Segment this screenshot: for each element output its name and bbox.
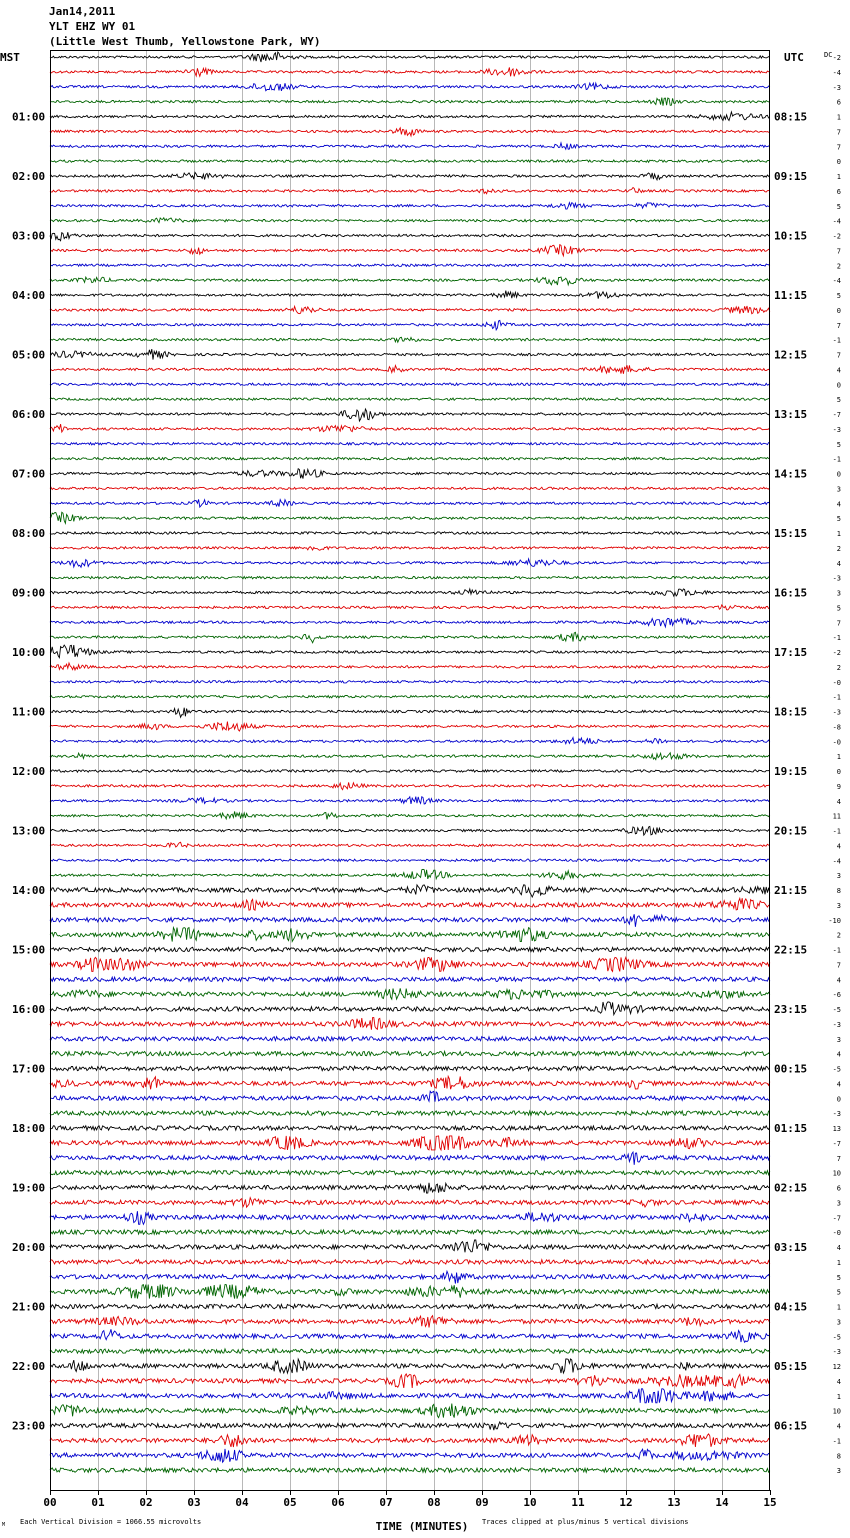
trace-line	[50, 512, 770, 523]
dc-offset-label: 1	[836, 173, 841, 181]
dc-offset-label: 4	[836, 1377, 841, 1386]
dc-offset-label: -1	[832, 455, 841, 464]
utc-hour-label: 18:15	[774, 705, 808, 719]
dc-offset-label: 1	[836, 1258, 841, 1267]
dc-offset-label: -1	[832, 336, 841, 345]
dc-offset-label: -2	[832, 54, 841, 62]
dc-offset-label: 3	[836, 589, 841, 598]
dc-offset-label: 4	[836, 1244, 841, 1252]
trace-line	[50, 264, 770, 266]
trace-line	[50, 52, 770, 62]
dc-title: DC	[824, 51, 833, 59]
trace-line	[50, 632, 770, 643]
seismic-traces	[50, 52, 770, 1472]
dc-offset-label: 3	[836, 1318, 841, 1327]
trace-line	[50, 1051, 770, 1055]
trace-line	[50, 859, 770, 861]
dc-offset-label: -1	[832, 693, 841, 702]
x-tick-label: 08	[427, 1496, 441, 1509]
x-tick-label: 01	[91, 1496, 105, 1509]
utc-hour-label: 16:15	[774, 586, 808, 600]
trace-line	[50, 320, 770, 329]
trace-line	[50, 98, 770, 106]
mst-hour-label: 02:00	[12, 170, 46, 183]
trace-line	[50, 885, 770, 897]
mst-hour-label: 10:00	[12, 646, 46, 659]
trace-line	[50, 738, 770, 744]
dc-offset-label: -8	[832, 723, 841, 732]
trace-line	[50, 218, 770, 223]
dc-offset-label: -4	[832, 857, 841, 866]
x-tick-label: 05	[283, 1496, 297, 1509]
utc-hour-label: 15:15	[774, 527, 808, 540]
dc-offset-label: -3	[832, 574, 841, 583]
station-location: (Little West Thumb, Yellowstone Park, WY)	[49, 35, 321, 48]
clip-note: Traces clipped at plus/minus 5 vertical divisions	[482, 1518, 689, 1526]
dc-offset-label: 1	[836, 1392, 841, 1401]
trace-line	[50, 826, 770, 835]
dc-offset-label: -3	[832, 425, 841, 434]
trace-line	[50, 914, 770, 927]
dc-offset-label: 2	[836, 544, 841, 553]
dc-offset-label: 1	[836, 1303, 841, 1312]
dc-offset-label: 7	[836, 247, 841, 256]
trace-line	[50, 957, 770, 971]
trace-line	[50, 1152, 770, 1165]
mst-hour-label: 18:00	[12, 1122, 46, 1135]
trace-line	[50, 722, 770, 732]
scale-note: Each Vertical Division = 1066.55 microvolts	[20, 1518, 202, 1526]
dc-offset-label: 9	[836, 782, 841, 791]
trace-line	[50, 708, 770, 718]
trace-line	[50, 1136, 770, 1150]
trace-line	[50, 928, 770, 942]
mst-hour-label: 23:00	[12, 1419, 46, 1433]
dc-offset-label: -1	[832, 1437, 841, 1446]
dc-offset-label: 3	[836, 485, 841, 494]
dc-offset-label: -3	[832, 708, 841, 717]
dc-offset-label: 7	[836, 321, 841, 330]
trace-line	[50, 277, 770, 285]
dc-offset-label: -1	[832, 634, 841, 643]
trace-line	[50, 589, 770, 596]
dc-offset-label: 7	[836, 619, 841, 628]
utc-hour-label: 09:15	[774, 170, 808, 183]
trace-line	[50, 1422, 770, 1430]
dc-offset-label: -2	[832, 232, 841, 241]
dc-offset-label: -5	[832, 1065, 841, 1074]
trace-line	[50, 618, 770, 627]
trace-line	[50, 532, 770, 534]
trace-line	[50, 365, 770, 374]
dc-offset-label: 13	[832, 1125, 841, 1133]
utc-hour-label: 11:15	[774, 289, 808, 302]
mst-hour-label: 03:00	[12, 229, 46, 243]
mst-hour-label: 19:00	[12, 1181, 46, 1195]
dc-offset-label: 1	[836, 753, 841, 762]
trace-line	[50, 1316, 770, 1328]
dc-offset-label: 11	[832, 812, 841, 821]
dc-offset-label: -0	[832, 1229, 841, 1238]
trace-line	[50, 1076, 770, 1089]
trace-line	[50, 398, 770, 400]
trace-line	[50, 1198, 770, 1208]
utc-hour-label: 21:15	[774, 884, 808, 897]
trace-line	[50, 143, 770, 149]
trace-line	[50, 1304, 770, 1308]
station-code: YLT EHZ WY 01	[49, 20, 136, 33]
trace-line	[50, 499, 770, 507]
dc-offset-label: 7	[836, 961, 841, 970]
trace-line	[50, 291, 770, 299]
dc-offset-label: 4	[836, 1422, 841, 1431]
mst-hour-label: 17:00	[12, 1062, 46, 1076]
utc-hour-label: 08:15	[774, 110, 808, 124]
x-tick-label: 03	[187, 1496, 201, 1509]
trace-line	[50, 172, 770, 180]
trace-line	[50, 1374, 770, 1388]
mst-hour-label: 11:00	[12, 705, 46, 719]
mst-hour-label: 20:00	[12, 1241, 46, 1254]
trace-line	[50, 349, 770, 360]
trace-line	[50, 559, 770, 567]
trace-line	[50, 605, 770, 610]
trace-line	[50, 487, 770, 489]
trace-line	[50, 128, 770, 136]
dc-offset-label: -2	[832, 649, 841, 657]
trace-line	[50, 112, 770, 121]
dc-offset-label: 1	[836, 113, 841, 122]
dc-offset-label: 4	[836, 366, 841, 375]
utc-hour-label: 17:15	[774, 646, 808, 659]
trace-line	[50, 245, 770, 256]
dc-offset-label: 8	[836, 887, 841, 895]
dc-offset-label: 6	[836, 98, 841, 107]
trace-line	[50, 898, 770, 910]
x-tick-label: 00	[43, 1496, 57, 1509]
dc-offset-label: -0	[832, 678, 841, 687]
trace-line	[50, 67, 770, 76]
dc-offset-label: 6	[836, 1184, 841, 1193]
dc-offset-label: 0	[836, 306, 841, 315]
dc-offset-label: 4	[836, 797, 841, 806]
dc-offset-label: 12	[832, 1363, 841, 1371]
trace-line	[50, 782, 770, 789]
x-tick-label: 09	[475, 1496, 489, 1509]
dc-offset-label: 2	[836, 262, 841, 271]
dc-offset-label: 5	[836, 515, 841, 524]
x-tick-label: 10	[523, 1496, 537, 1509]
dc-offset-label: -4	[832, 277, 841, 286]
dc-offset-label: -5	[832, 1006, 841, 1014]
dc-offset-label: -7	[832, 1214, 841, 1223]
utc-hour-label: 04:15	[774, 1300, 808, 1314]
x-tick-label: 11	[571, 1496, 585, 1509]
trace-line	[50, 663, 770, 670]
trace-line	[50, 1449, 770, 1462]
utc-hour-label: 06:15	[774, 1419, 808, 1433]
utc-hour-label: 19:15	[774, 765, 808, 778]
x-tick-label: 12	[619, 1496, 633, 1509]
dc-offset-label: 4	[836, 842, 841, 851]
mst-hour-label: 14:00	[12, 884, 46, 897]
dc-offset-label: -4	[832, 217, 841, 226]
dc-offset-label: 4	[836, 559, 841, 568]
x-tick-label: 15	[763, 1496, 777, 1509]
trace-line	[50, 869, 770, 879]
x-tick-label: 07	[379, 1496, 393, 1509]
trace-line	[50, 1002, 770, 1015]
trace-line	[50, 1285, 770, 1299]
corner-mark: M	[2, 1522, 6, 1528]
dc-offset-label: -3	[832, 83, 841, 92]
dc-offset-label: 4	[836, 500, 841, 509]
trace-line	[50, 160, 770, 162]
trace-line	[50, 306, 770, 314]
trace-line	[50, 1240, 770, 1252]
trace-line	[50, 1018, 770, 1030]
trace-line	[50, 424, 770, 432]
x-axis-title: TIME (MINUTES)	[375, 1520, 469, 1533]
utc-hour-label: 00:15	[774, 1062, 808, 1076]
trace-line	[50, 1468, 770, 1472]
dc-offset-label: -5	[832, 1333, 841, 1342]
mst-hour-label: 06:00	[12, 408, 46, 421]
dc-offset-label: 7	[836, 351, 841, 360]
trace-line	[50, 443, 770, 445]
trace-line	[50, 1230, 770, 1234]
dc-offset-label: -7	[832, 411, 841, 419]
x-tick-label: 04	[235, 1496, 249, 1509]
trace-line	[50, 1359, 770, 1373]
dc-offset-label: 8	[836, 1452, 841, 1461]
utc-hour-label: 22:15	[774, 943, 808, 957]
dc-offset-label: 1	[836, 530, 841, 538]
trace-line	[50, 695, 770, 697]
trace-line	[50, 83, 770, 91]
dc-offset-label: 0	[836, 1095, 841, 1104]
trace-line	[50, 1111, 770, 1115]
x-tick-label: 14	[715, 1496, 729, 1509]
trace-line	[50, 1183, 770, 1193]
trace-line	[50, 770, 770, 772]
utc-hour-label: 14:15	[774, 467, 808, 481]
trace-line	[50, 977, 770, 981]
dc-offset-label: 6	[836, 187, 841, 196]
trace-line	[50, 797, 770, 804]
trace-line	[50, 1091, 770, 1101]
trace-line	[50, 1066, 770, 1070]
dc-offset-label: -3	[832, 1110, 841, 1119]
utc-hour-label: 05:15	[774, 1360, 808, 1373]
dc-offset-label: 10	[832, 1169, 841, 1178]
utc-hour-label: 13:15	[774, 408, 808, 421]
dc-offset-label: 7	[836, 128, 841, 137]
mst-hour-label: 15:00	[12, 943, 46, 957]
trace-line	[50, 1126, 770, 1130]
trace-line	[50, 409, 770, 421]
helicorder-date: Jan14,2011	[49, 5, 116, 18]
mst-hour-label: 04:00	[12, 289, 46, 302]
trace-line	[50, 469, 770, 479]
dc-offset-label: 0	[836, 381, 841, 390]
dc-offset-label: 2	[836, 663, 841, 672]
dc-offset-label: 5	[836, 604, 841, 613]
dc-offset-label: 4	[836, 1050, 841, 1059]
trace-line	[50, 232, 770, 241]
dc-offset-label: -0	[832, 738, 841, 747]
utc-hour-label: 12:15	[774, 348, 808, 362]
trace-line	[50, 681, 770, 683]
dc-offset-label: -7	[832, 1139, 841, 1148]
dc-offset-label: -4	[832, 68, 841, 77]
trace-line	[50, 753, 770, 760]
dc-offset-label: 0	[836, 470, 841, 479]
dc-offset-label: 4	[836, 1080, 841, 1089]
trace-line	[50, 811, 770, 819]
utc-hour-label: 01:15	[774, 1122, 808, 1135]
dc-offset-label: -3	[832, 1348, 841, 1357]
trace-line	[50, 988, 770, 999]
trace-line	[50, 1329, 770, 1342]
dc-offset-label: -10	[828, 916, 841, 925]
left-axis-title: MST	[0, 51, 20, 64]
dc-offset-label: 3	[836, 1467, 841, 1476]
mst-hour-label: 22:00	[12, 1360, 46, 1373]
dc-offset-label: 3	[836, 872, 841, 881]
trace-line	[50, 1404, 770, 1418]
dc-offset-label: 4	[836, 976, 841, 985]
dc-offset-label: 5	[836, 202, 841, 211]
mst-hour-label: 12:00	[12, 765, 46, 778]
mst-hour-label: 09:00	[12, 586, 46, 600]
trace-line	[50, 1271, 770, 1283]
trace-line	[50, 457, 770, 459]
mst-hour-label: 01:00	[12, 110, 46, 124]
mst-hour-label: 16:00	[12, 1003, 46, 1016]
dc-offset-label: 5	[836, 1288, 841, 1297]
trace-line	[50, 203, 770, 210]
dc-offset-label: 3	[836, 1035, 841, 1044]
trace-line	[50, 383, 770, 385]
trace-line	[50, 645, 770, 658]
dc-offset-label: -1	[832, 827, 841, 836]
trace-line	[50, 842, 770, 847]
dc-offset-label: 7	[836, 1154, 841, 1163]
trace-line	[50, 547, 770, 551]
dc-offset-label: 5	[836, 292, 841, 300]
trace-line	[50, 1260, 770, 1264]
x-tick-label: 13	[667, 1496, 681, 1509]
dc-offset-label: 3	[836, 1199, 841, 1208]
trace-line	[50, 947, 770, 951]
utc-hour-label: 23:15	[774, 1003, 808, 1016]
dc-offset-label: -6	[832, 991, 841, 1000]
dc-offset-label: 2	[836, 931, 841, 940]
x-tick-label: 06	[331, 1496, 345, 1509]
trace-line	[50, 1037, 770, 1041]
dc-offset-label: 7	[836, 143, 841, 152]
dc-offset-label: 5	[836, 440, 841, 449]
trace-line	[50, 188, 770, 194]
utc-hour-label: 02:15	[774, 1181, 808, 1195]
trace-line	[50, 337, 770, 342]
dc-offset-label: -3	[832, 1020, 841, 1029]
dc-offset-label: 0	[836, 768, 841, 776]
utc-hour-label: 20:15	[774, 824, 808, 838]
mst-hour-label: 13:00	[12, 824, 46, 838]
trace-line	[50, 1389, 770, 1403]
trace-line	[50, 1170, 770, 1174]
x-tick-label: 02	[139, 1496, 153, 1509]
utc-hour-label: 10:15	[774, 229, 808, 243]
dc-offset-label: 3	[836, 901, 841, 910]
dc-offset-label: 5	[836, 396, 841, 405]
mst-hour-label: 07:00	[12, 467, 46, 481]
utc-hour-label: 03:15	[774, 1241, 808, 1254]
mst-hour-label: 05:00	[12, 348, 46, 362]
dc-offset-label: 10	[832, 1407, 841, 1416]
right-axis-title: UTC	[784, 51, 804, 64]
mst-hour-label: 08:00	[12, 527, 46, 540]
trace-line	[50, 1211, 770, 1224]
dc-offset-label: -1	[832, 946, 841, 955]
dc-offset-label: 0	[836, 158, 841, 167]
trace-line	[50, 576, 770, 578]
trace-line	[50, 1434, 770, 1447]
dc-offset-label: 5	[836, 1273, 841, 1282]
trace-line	[50, 1349, 770, 1353]
mst-hour-label: 21:00	[12, 1300, 46, 1314]
